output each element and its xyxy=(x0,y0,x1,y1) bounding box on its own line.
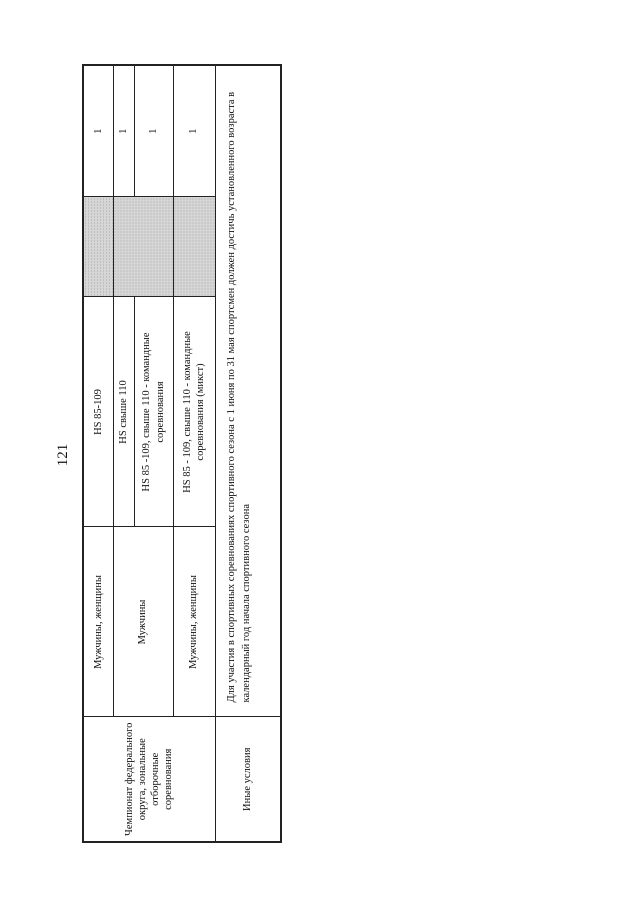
section-label: Чемпионат федерального округа, зональные отборочные соревнования xyxy=(83,717,215,842)
table-row xyxy=(83,65,113,842)
count-cell: 1 xyxy=(113,65,134,197)
other-conditions-text: Для участия в спортивных соревнованиях спортивного сезона с 1 июня по 31 мая спортсмен должен достичь установленного возраста в календарный год начала спортивного сезона xyxy=(215,65,281,717)
discipline-cell: HS 85 - 109, свыше 110 - командные соревнования (микст) xyxy=(173,297,215,527)
table-row xyxy=(215,65,281,842)
discipline-cell: HS свыше 110 xyxy=(113,297,134,527)
count-cell: 1 xyxy=(134,65,173,197)
count-cell: 1 xyxy=(83,65,113,197)
page-number: 121 xyxy=(55,443,71,467)
discipline-cell: HS 85 -109, свыше 110 - командные соревнования xyxy=(134,297,173,527)
discipline-cell: HS 85-109 xyxy=(83,297,113,527)
shaded-cell xyxy=(113,197,173,297)
count-cell: 1 xyxy=(173,65,215,197)
gender-cell: Мужчины, женщины xyxy=(173,527,215,717)
gender-cell: Мужчины xyxy=(113,527,173,717)
other-conditions-label: Иные условия xyxy=(215,717,281,842)
gender-cell: Мужчины, женщины xyxy=(83,527,113,717)
competition-table xyxy=(82,64,282,843)
shaded-cell xyxy=(83,197,113,297)
shaded-cell xyxy=(173,197,215,297)
